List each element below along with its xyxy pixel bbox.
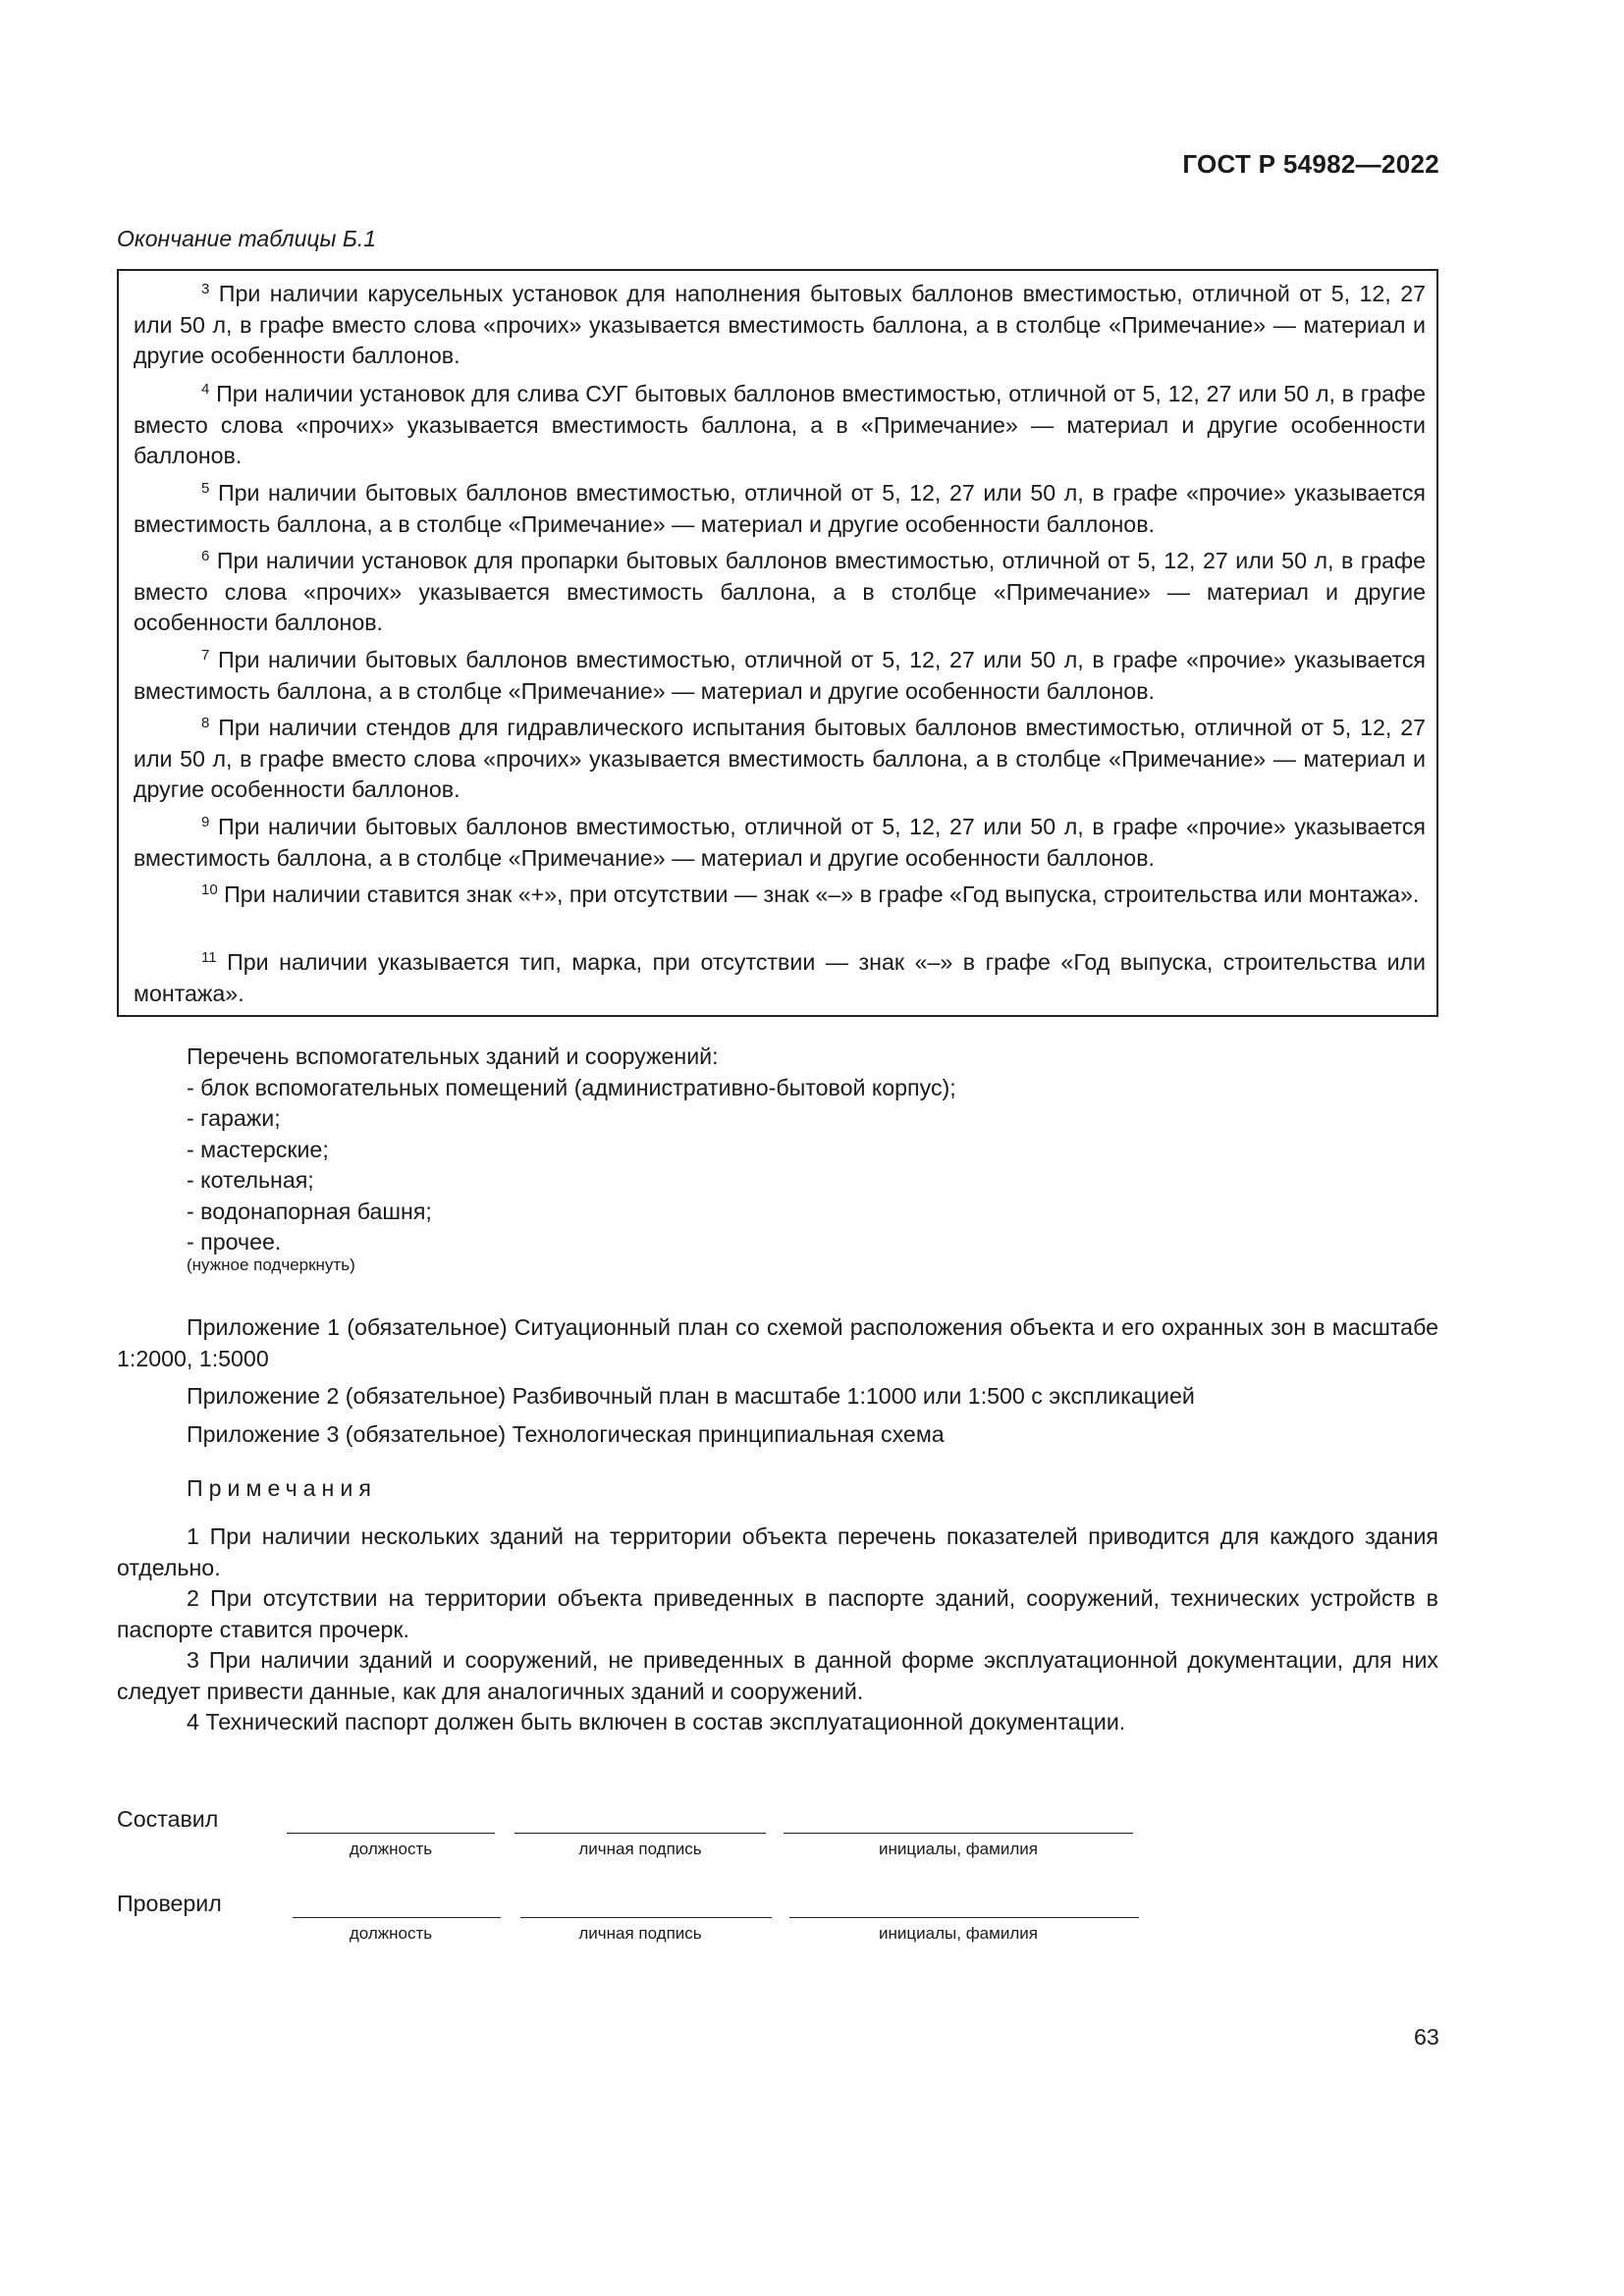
position-line <box>293 1917 501 1918</box>
footnote-9 <box>134 812 1426 874</box>
appendix-2: Приложение 2 (обязательное) Разбивочный план в масштабе 1:1000 или 1:500 с экспликацией <box>187 1383 1195 1409</box>
appendix-1: Приложение 1 (обязательное) Ситуационный план со схемой расположения объекта и его охранных зон в масштабе 1:2000, 1:5000 <box>117 1314 1438 1371</box>
footnote-4 <box>134 379 1426 472</box>
signature-line <box>514 1833 766 1834</box>
footnote-6 <box>134 546 1426 639</box>
footnote-11 <box>134 947 1426 1009</box>
notes-title: Примечания <box>187 1475 377 1501</box>
footnote-10 <box>134 880 1426 911</box>
footnote-text: При наличии установок для слива СУГ бытовых баллонов вместимостью, отличной от 5, 12, 27 или 50 л, в графе вместо слова «прочих» указывается вместимость баллона, а в «Примечание» — материал и другие особенности баллонов. <box>134 381 1426 468</box>
underline-hint: (нужное подчеркнуть) <box>187 1255 355 1274</box>
footnote-5 <box>134 478 1426 540</box>
signature-caption: личная подпись <box>578 1924 702 1943</box>
document-code: ГОСТ Р 54982—2022 <box>1182 149 1439 179</box>
note-4: 4 Технический паспорт должен быть включен в состав эксплуатационной документации. <box>187 1709 1126 1735</box>
list-item: - котельная; <box>187 1167 314 1193</box>
list-title: Перечень вспомогательных зданий и сооружений: <box>187 1043 719 1069</box>
position-line <box>287 1833 495 1834</box>
signature-line <box>520 1917 772 1918</box>
list-item: - прочее. <box>187 1229 282 1255</box>
compiled-by-label: Составил <box>117 1806 219 1832</box>
checked-by-label: Проверил <box>117 1891 222 1916</box>
footnote-number: 10 <box>201 881 218 898</box>
footnote-number: 8 <box>201 715 210 731</box>
name-caption: инициалы, фамилия <box>879 1924 1038 1943</box>
footnote-number: 11 <box>201 949 217 966</box>
footnote-number: 6 <box>201 548 210 564</box>
position-caption: должность <box>349 1840 433 1858</box>
appendix-3: Приложение 3 (обязательное) Технологическая принципиальная схема <box>187 1421 945 1447</box>
name-line <box>789 1917 1139 1918</box>
footnote-text: При наличии указывается тип, марка, при отсутствии — знак «–» в графе «Год выпуска, строительства или монтажа». <box>134 949 1426 1006</box>
name-caption: инициалы, фамилия <box>879 1840 1038 1858</box>
footnote-text: При наличии ставится знак «+», при отсутствии — знак «–» в графе «Год выпуска, строительства или монтажа». <box>217 881 1420 907</box>
signature-caption: личная подпись <box>578 1840 702 1858</box>
footnote-text: При наличии бытовых баллонов вместимостью, отличной от 5, 12, 27 или 50 л, в графе «прочие» указывается вместимость баллона, а в столбце «Примечание» — материал и другие особенности баллонов. <box>134 480 1426 537</box>
position-caption: должность <box>349 1924 433 1943</box>
list-item: - водонапорная башня; <box>187 1198 432 1224</box>
footnote-7 <box>134 645 1426 707</box>
footnote-text: При наличии стендов для гидравлического испытания бытовых баллонов вместимостью, отличной от 5, 12, 27 или 50 л, в графе вместо слова «прочих» указывается вместимость баллона, а в столбце «Примечание» — материал и другие особенности баллонов. <box>134 715 1426 802</box>
note-2: 2 При отсутствии на территории объекта приведенных в паспорте зданий, сооружений, технических устройств в паспорте ставится прочерк. <box>117 1585 1438 1642</box>
footnote-number: 9 <box>201 814 210 830</box>
list-item: - гаражи; <box>187 1105 281 1131</box>
footnote-number: 3 <box>201 281 210 297</box>
note-1: 1 При наличии нескольких зданий на территории объекта перечень показателей приводится для каждого здания отдельно. <box>117 1523 1438 1580</box>
note-3: 3 При наличии зданий и сооружений, не приведенных в данной форме эксплуатационной документации, для них следует привести данные, как для аналогичных зданий и сооружений. <box>117 1647 1438 1704</box>
footnote-number: 5 <box>201 480 210 497</box>
page-number: 63 <box>1414 2024 1439 2050</box>
footnote-3 <box>134 279 1426 372</box>
name-line <box>784 1833 1133 1834</box>
footnote-text: При наличии бытовых баллонов вместимостью, отличной от 5, 12, 27 или 50 л, в графе «прочие» указывается вместимость баллона, а в столбце «Примечание» — материал и другие особенности баллонов. <box>134 647 1426 704</box>
footnote-text: При наличии установок для пропарки бытовых баллонов вместимостью, отличной от 5, 12, 27 или 50 л, в графе вместо слова «прочих» указывается вместимость баллона, а в столбце «Примечание» — материал и другие особенности баллонов. <box>134 548 1426 635</box>
table-continuation-caption: Окончание таблицы Б.1 <box>117 226 377 251</box>
footnote-text: При наличии бытовых баллонов вместимостью, отличной от 5, 12, 27 или 50 л, в графе «прочие» указывается вместимость баллона, а в столбце «Примечание» — материал и другие особенности баллонов. <box>134 814 1426 871</box>
aux-buildings-list <box>187 1041 956 1258</box>
footnote-number: 7 <box>201 647 210 664</box>
list-item: - мастерские; <box>187 1136 329 1162</box>
footnote-8 <box>134 713 1426 806</box>
list-item: - блок вспомогательных помещений (административно-бытовой корпус); <box>187 1074 956 1100</box>
footnote-number: 4 <box>201 381 210 398</box>
footnote-text: При наличии карусельных установок для наполнения бытовых баллонов вместимостью, отличной от 5, 12, 27 или 50 л, в графе вместо слова «прочих» указывается вместимость баллона, а в столбце «Примечание» — материал и другие особенности баллонов. <box>134 281 1426 368</box>
